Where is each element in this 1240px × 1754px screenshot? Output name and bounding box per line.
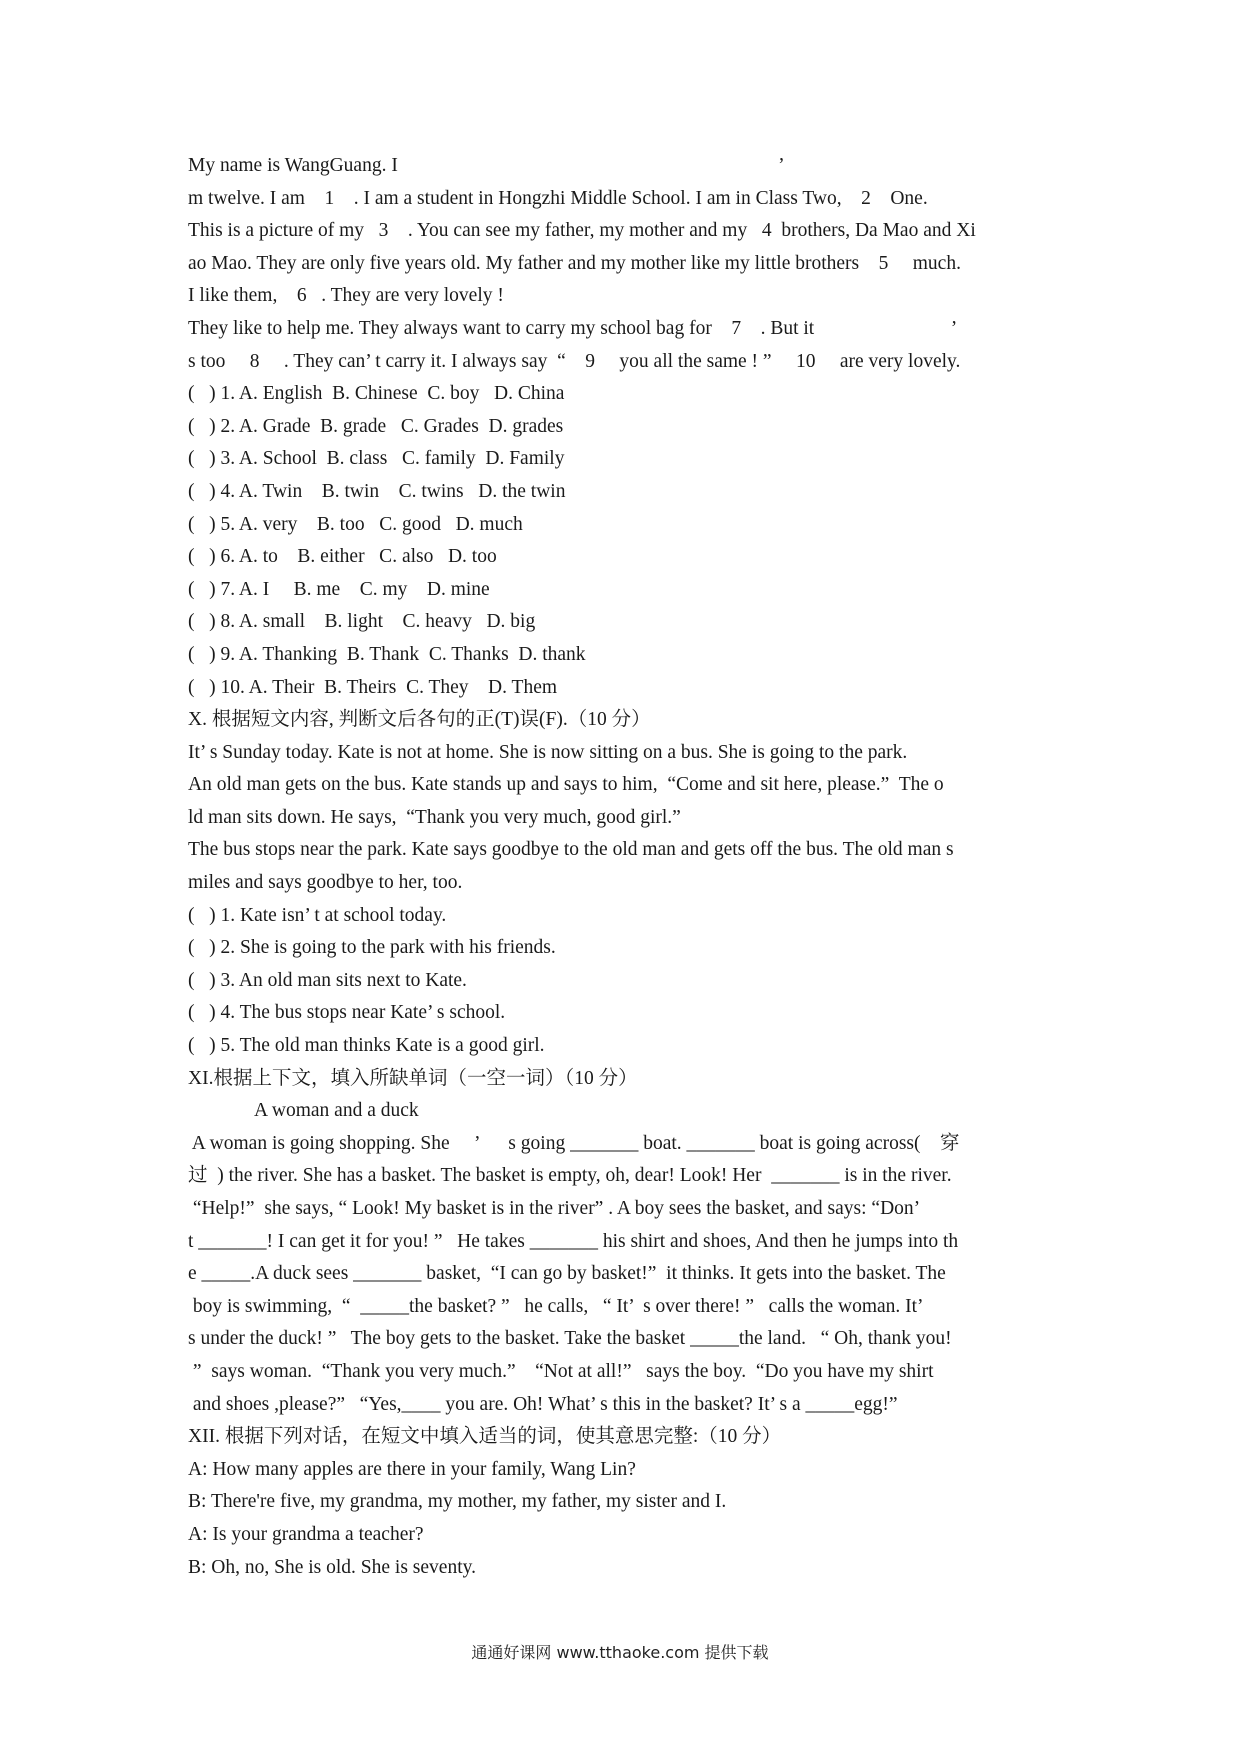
dialogue-line: A: Is your grandma a teacher? bbox=[188, 1523, 424, 1545]
passage-line: It’ s Sunday today. Kate is not at home. She is now sitting on a bus. She is going to the park. bbox=[188, 741, 908, 763]
true-false-questions bbox=[188, 900, 1058, 1063]
question-item: ( ) 10. A. Their B. Theirs C. They D. Them bbox=[188, 676, 558, 698]
dialogue bbox=[188, 1454, 1058, 1584]
dialogue-line: B: There're five, my grandma, my mother, my father, my sister and I. bbox=[188, 1491, 727, 1513]
question-item: ( ) 7. A. I B. me C. my D. mine bbox=[188, 578, 490, 600]
question-item: ( ) 1. A. English B. Chinese C. boy D. China bbox=[188, 383, 565, 405]
dialogue-line: A: How many apples are there in your family, Wang Lin? bbox=[188, 1458, 636, 1480]
question-item: ( ) 5. The old man thinks Kate is a good girl. bbox=[188, 1035, 545, 1057]
passage-title: A woman and a duck bbox=[254, 1100, 419, 1122]
fill-blank-passage bbox=[188, 1128, 1058, 1421]
question-item: ( ) 6. A. to B. either C. also D. too bbox=[188, 546, 497, 568]
reading-passage bbox=[188, 737, 1058, 900]
passage-line: e _____.A duck sees _______ basket, “I can go by basket!” it thinks. It gets into the basket. The bbox=[188, 1263, 946, 1285]
passage-line: “Help!” she says, “ Look! My basket is in the river” . A boy sees the basket, and says: “Don’ bbox=[188, 1198, 921, 1219]
passage-line: This is a picture of my 3 . You can see my father, my mother and my 4 brothers, Da Mao and Xi bbox=[188, 220, 976, 242]
section-title: X. 根据短文内容, 判断文后各句的正(T)误(F).（10 分） bbox=[188, 709, 651, 731]
section-title: XI.根据上下文，填入所缺单词（一空一词）（10 分） bbox=[188, 1067, 638, 1089]
question-item: ( ) 2. She is going to the park with his friends. bbox=[188, 937, 556, 959]
passage-line: s too 8 . They can’ t carry it. I always say “ 9 you all the same ! ” 10 are very lovely. bbox=[188, 350, 961, 372]
passage-line: A woman is going shopping. She ’ s going _______ boat. _______ boat is going across( 穿 bbox=[188, 1132, 960, 1154]
page-footer: 通通好课网 www.tthaoke.com 提供下载 bbox=[471, 1643, 769, 1662]
exam-page bbox=[188, 150, 1058, 1584]
passage-line: miles and says goodbye to her, too. bbox=[188, 872, 463, 894]
dialogue-line: B: Oh, no, She is old. She is seventy. bbox=[188, 1556, 476, 1578]
passage-line: m twelve. I am 1 . I am a student in Hongzhi Middle School. I am in Class Two, 2 One. bbox=[188, 187, 928, 209]
passage-line: and shoes ,please?” “Yes,____ you are. Oh! What’ s this in the basket? It’ s a _____egg!” bbox=[188, 1393, 898, 1415]
question-item: ( ) 3. A. School B. class C. family D. Family bbox=[188, 448, 565, 470]
passage-line: An old man gets on the bus. Kate stands up and says to him, “Come and sit here, please.” The o bbox=[188, 774, 944, 796]
question-item: ( ) 9. A. Thanking B. Thank C. Thanks D. thank bbox=[188, 643, 586, 665]
question-item: ( ) 1. Kate isn’ t at school today. bbox=[188, 904, 447, 926]
passage-line: ao Mao. They are only five years old. My father and my mother like my little brothers 5 much. bbox=[188, 252, 961, 274]
passage-line: My name is WangGuang. I ’ bbox=[188, 155, 785, 176]
cloze-questions bbox=[188, 378, 1058, 704]
passage-line: ” says woman. “Thank you very much.” “Not at all!” says the boy. “Do you have my shirt bbox=[188, 1360, 934, 1382]
passage-line: They like to help me. They always want to carry my school bag for 7 . But it ’ bbox=[188, 317, 958, 339]
question-item: ( ) 2. A. Grade B. grade C. Grades D. grades bbox=[188, 415, 564, 437]
passage-line: s under the duck! ” The boy gets to the basket. Take the basket _____the land. “ Oh, thank you! bbox=[188, 1328, 952, 1350]
question-item: ( ) 3. An old man sits next to Kate. bbox=[188, 969, 467, 991]
passage-line: The bus stops near the park. Kate says goodbye to the old man and gets off the bus. The old man s bbox=[188, 839, 954, 861]
passage-line: t _______! I can get it for you! ” He takes _______ his shirt and shoes, And then he jumps into th bbox=[188, 1230, 959, 1252]
question-item: ( ) 8. A. small B. light C. heavy D. big bbox=[188, 611, 536, 633]
passage-line: boy is swimming, “ _____the basket? ” he calls, “ It’ s over there! ” calls the woman. It’ bbox=[188, 1295, 924, 1317]
section-title: XII. 根据下列对话，在短文中填入适当的词，使其意思完整:（10 分） bbox=[188, 1426, 782, 1448]
question-item: ( ) 5. A. very B. too C. good D. much bbox=[188, 513, 523, 535]
passage-line: 过 ) the river. She has a basket. The basket is empty, oh, dear! Look! Her _______ is in the river. bbox=[188, 1165, 952, 1187]
question-item: ( ) 4. A. Twin B. twin C. twins D. the twin bbox=[188, 480, 566, 502]
passage-line: ld man sits down. He says, “Thank you very much, good girl.” bbox=[188, 806, 681, 828]
cloze-passage bbox=[188, 150, 1058, 378]
passage-line: I like them, 6 . They are very lovely ! bbox=[188, 285, 504, 307]
question-item: ( ) 4. The bus stops near Kate’ s school. bbox=[188, 1002, 506, 1024]
